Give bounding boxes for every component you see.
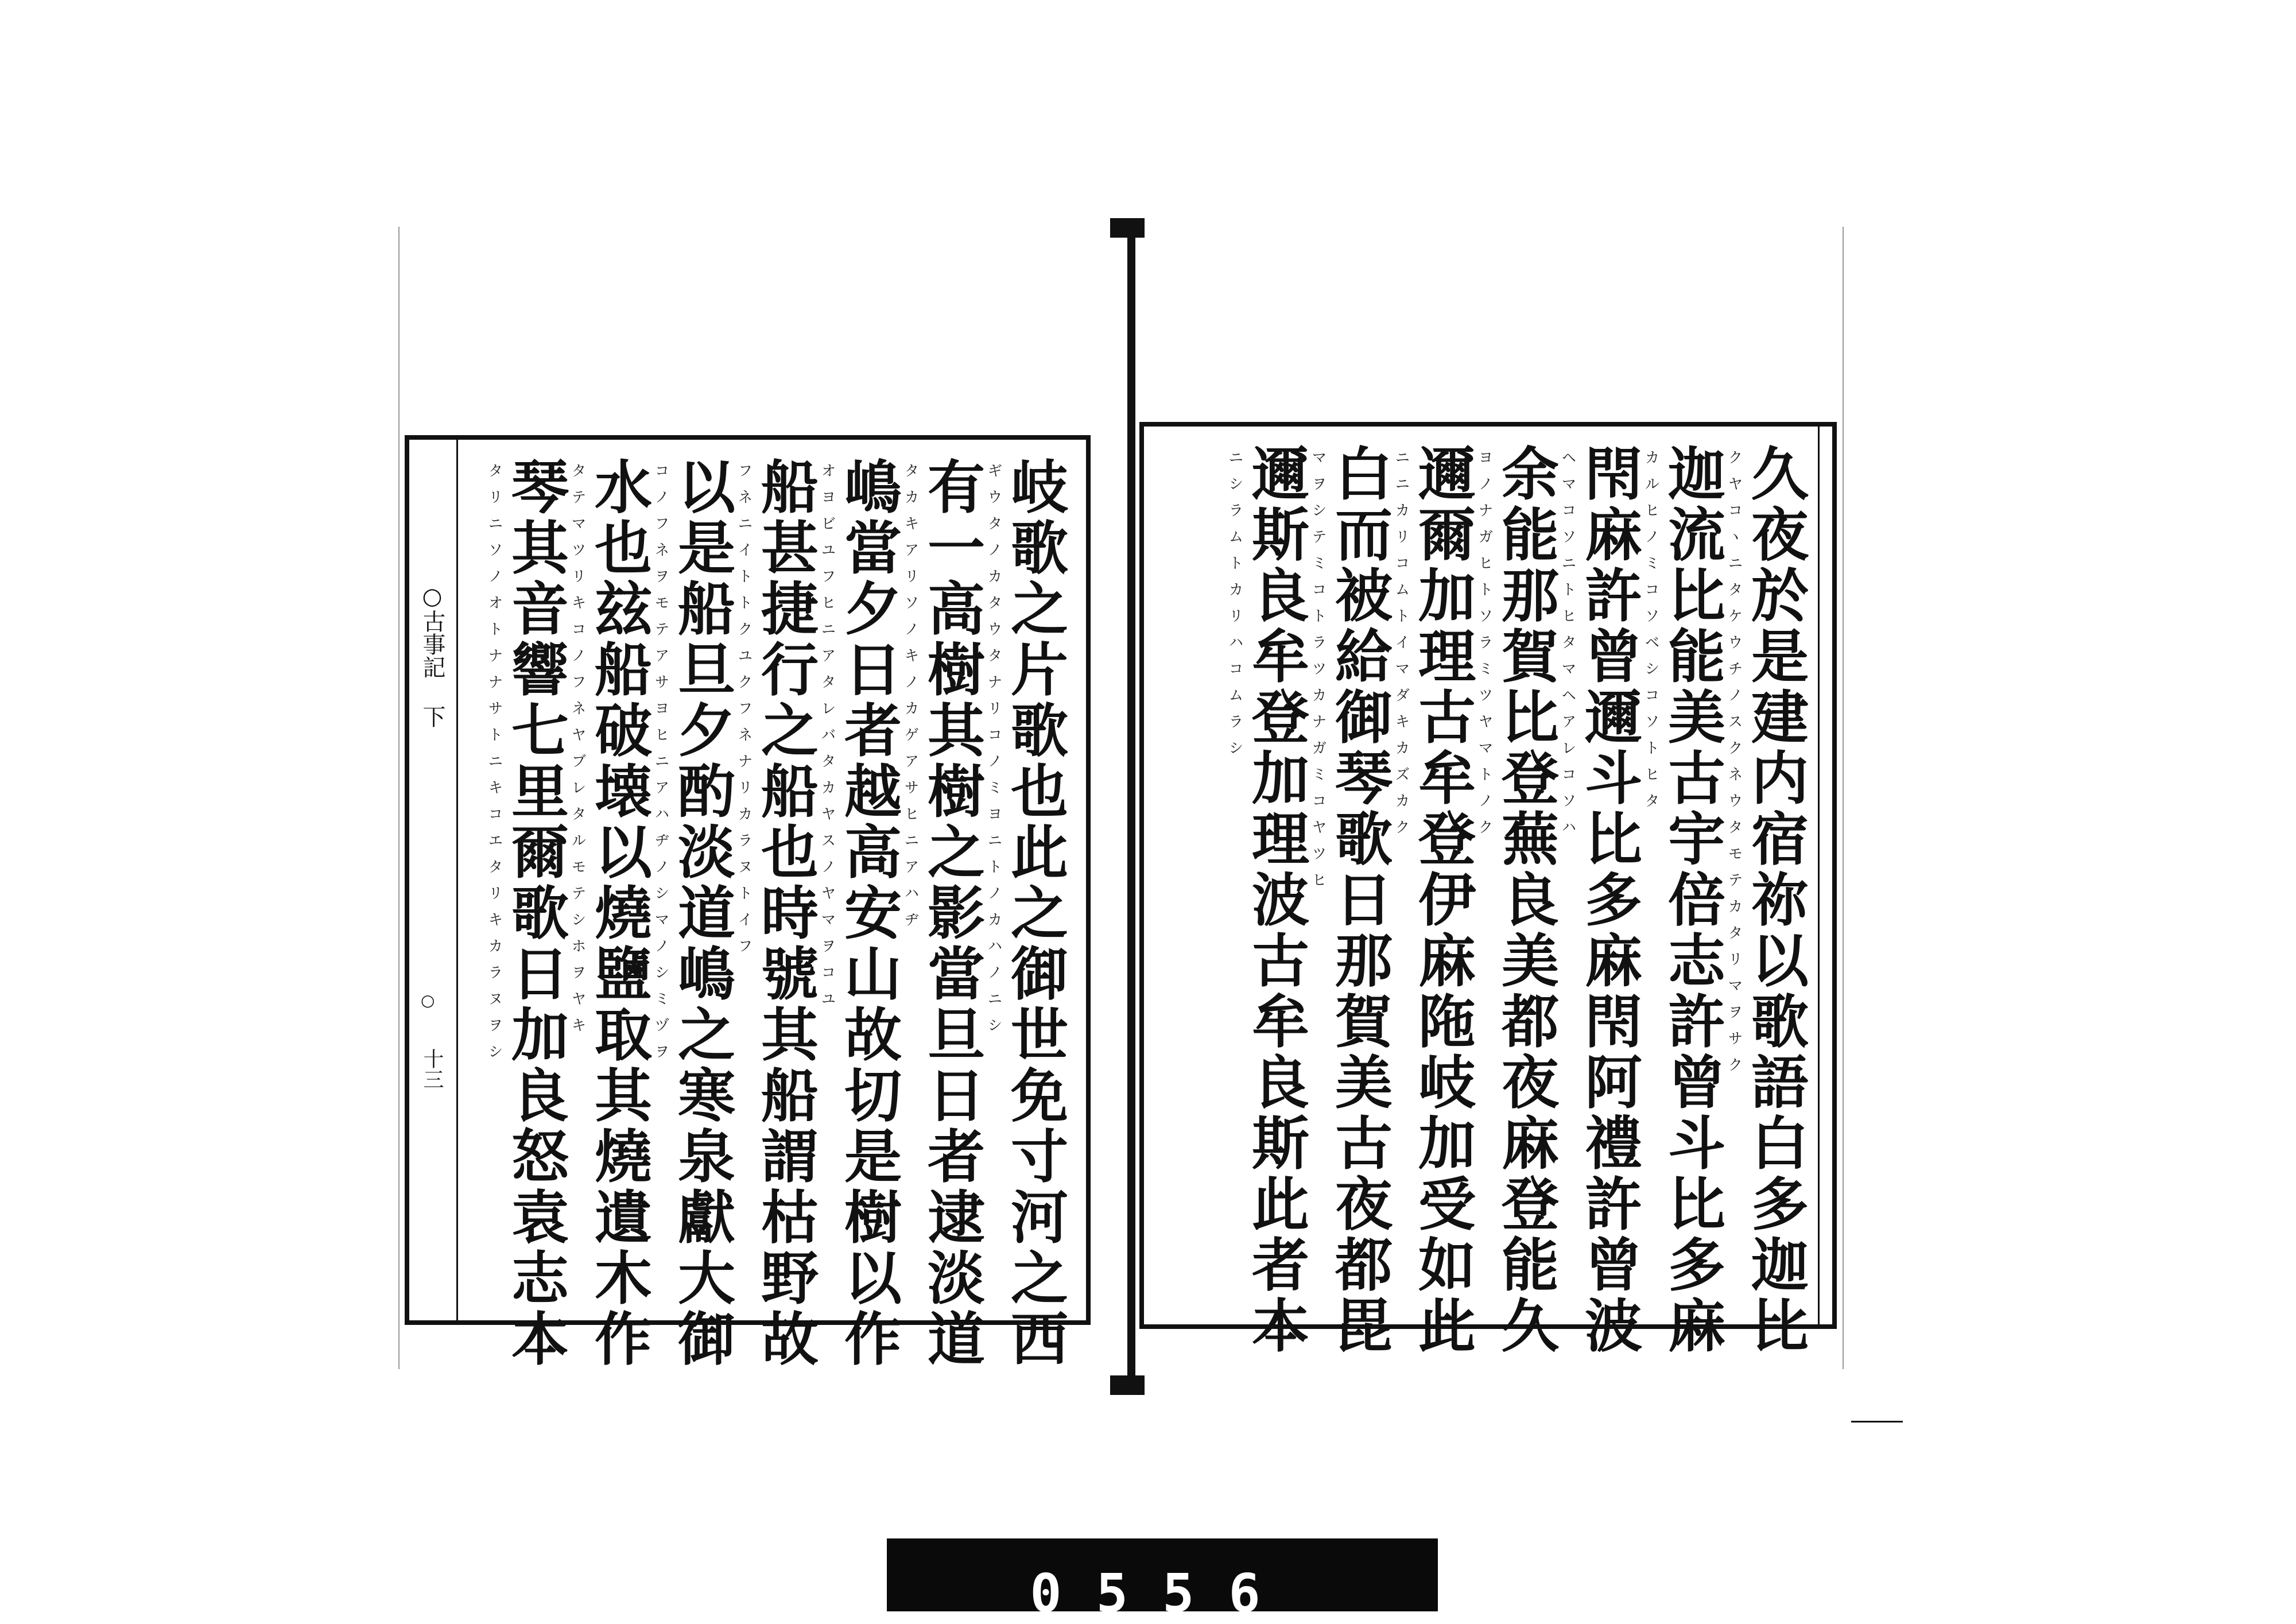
left-column-2: 有一高樹其樹之影當旦日者逮淡道 xyxy=(918,457,986,1370)
left-ruby-7: タリニソノオトナナサトニキコエタリキカラヌヲシ xyxy=(486,463,503,1070)
right-ruby-6: マヲシテミコトラツカナガミコヤツヒ xyxy=(1309,449,1327,898)
left-column-6: 水也玆船破壊以燒鹽取其燒遺木作 xyxy=(585,457,653,1370)
frame-number: 0556 xyxy=(1030,1563,1295,1624)
right-column-1: 久夜於是建内宿祢以歌語白多迦比 xyxy=(1742,444,1809,1356)
left-column-3: 嶋當夕日者越高安山故切是樹以作 xyxy=(835,457,902,1370)
right-column-5: 邇爾加理古牟登伊麻陁岐加受如此 xyxy=(1409,444,1476,1356)
left-ruby-6: タテマツリキコノフネヤブレタルモテシホヲヤキ xyxy=(569,463,586,1044)
left-page-panel xyxy=(405,435,1091,1370)
margin-rule xyxy=(1818,427,1820,1324)
left-column-1: 岐歌之片歌也此之御世免寸河之西 xyxy=(1001,457,1069,1370)
right-ruby-2: カルヒノミコソベシコソトヒタ xyxy=(1642,449,1659,819)
archive-frame-label xyxy=(887,1538,1438,1624)
spine-cap-bottom xyxy=(1110,1375,1145,1395)
margin-circle-mark: ○ xyxy=(421,991,435,1010)
running-title: ○古事記 下 xyxy=(419,583,445,728)
left-column-7: 琴其音響七里爾歌日加良怒袁志本 xyxy=(502,457,569,1370)
left-ruby-5: コノフネヲモテアサヨヒニアハヂノシマノシミヅヲ xyxy=(652,463,669,1070)
right-column-6: 白而被給御琴歌日那賀美古夜都毘 xyxy=(1325,444,1393,1356)
left-column-4: 船甚捷行之船也時號其船謂枯野故 xyxy=(751,457,819,1370)
right-ruby-4: ヨノナガヒトソラミツヤマトノク xyxy=(1476,449,1493,846)
right-ruby-7: ニシラムトカリハコムラシ xyxy=(1226,449,1243,766)
right-column-4: 余能那賀比登蕪良美都夜麻登能久 xyxy=(1492,444,1560,1356)
spine-bar xyxy=(1127,230,1135,1383)
left-ruby-3: オヨビユフヒニアタレバタカヤスノヤマヲコユ xyxy=(819,463,836,1017)
right-ruby-5: ニニカリコムトイマダキカズカク xyxy=(1393,449,1410,846)
margin-rule xyxy=(456,440,458,1320)
left-ruby-2: タカキアリソノキノカゲアサヒニアハヂ xyxy=(902,463,919,938)
right-column-2: 迦流比能美古宇倍志許曾斗比多麻 xyxy=(1658,444,1726,1356)
right-page-panel xyxy=(1139,422,1837,1356)
folio-number: 十三 xyxy=(420,1048,444,1090)
left-ruby-1: ギウタノカタウタナリコノミヨニトノカハノニシ xyxy=(985,463,1002,1044)
right-ruby-3: ヘマコソニトヒタマヘアレコソハ xyxy=(1559,449,1576,846)
left-column-5: 以是船旦夕酌淡道嶋之寒泉獻大御 xyxy=(668,457,736,1370)
left-ruby-4: フネニイトトクユクフネナリカラヌトイフ xyxy=(735,463,753,964)
right-column-3: 閇麻許曾邇斗比多麻閇阿禮許曾波 xyxy=(1575,444,1643,1356)
right-ruby-1: クヤコヽニタケウチノスクネウタモテカタリマヲサク xyxy=(1725,449,1743,1083)
right-column-7: 邇斯良牟登加理波古牟良斯此者本 xyxy=(1242,444,1310,1356)
page-edge-mark xyxy=(1851,1421,1903,1423)
